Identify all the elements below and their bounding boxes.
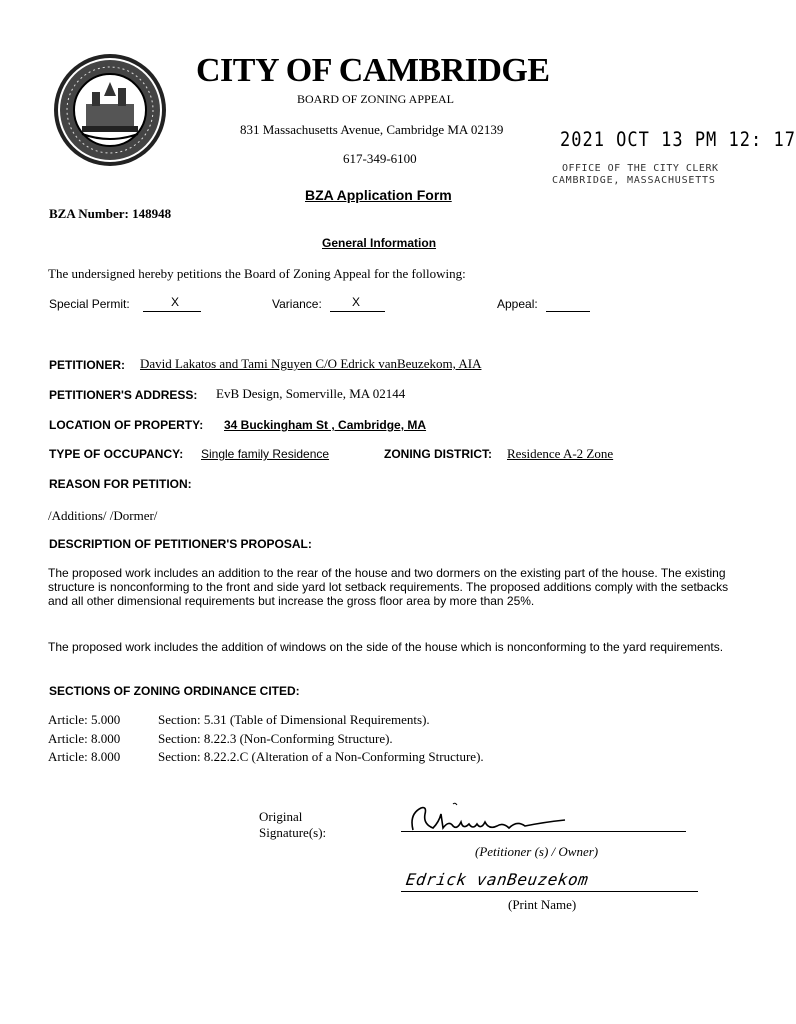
signature-line [401, 831, 686, 832]
petitioner-address-label: PETITIONER'S ADDRESS: [49, 388, 198, 402]
bza-number-label-text: BZA Number: [49, 206, 129, 221]
section-row-1: Section: 5.31 (Table of Dimensional Requirements). [158, 712, 430, 727]
description-label: DESCRIPTION OF PETITIONER'S PROPOSAL: [49, 537, 312, 551]
print-name-line [401, 891, 698, 892]
form-title: BZA Application Form [305, 187, 452, 203]
bza-number: 148948 [132, 206, 172, 221]
appeal-label: Appeal: [497, 297, 538, 311]
print-name-caption: (Print Name) [508, 897, 577, 912]
petitioner-value: David Lakatos and Tami Nguyen C/O Edrick vanBeuzekom, AIA [140, 356, 482, 371]
article-row-1: Article: 5.000 [48, 712, 121, 727]
received-stamp-date: 2021 OCT 13 PM 12: 17 [560, 128, 796, 152]
appeal-line [546, 311, 590, 312]
variance-line [330, 311, 385, 312]
variance-label: Variance: [272, 297, 322, 311]
sections-label: SECTIONS OF ZONING ORDINANCE CITED: [49, 684, 300, 698]
special-permit-label: Special Permit: [49, 297, 130, 311]
city-title: CITY OF CAMBRIDGE [196, 52, 550, 89]
special-permit-line [143, 311, 201, 312]
occupancy-value: Single family Residence [201, 447, 330, 461]
board-address: 831 Massachusetts Avenue, Cambridge MA 02139 [240, 122, 504, 137]
description-paragraph-1: The proposed work includes an addition to the rear of the house and two dormers on the existing part of the house. The existing structure is nonconforming to the front and side yard lot setback requirements. The proposed additions comply with the setbacks and all other dimensional requirements but increase the gross floor area by more than 25%. [48, 566, 729, 608]
section-row-3: Section: 8.22.2.C (Alteration of a Non-Conforming Structure). [158, 749, 484, 764]
intro-text: The undersigned hereby petitions the Board of Zoning Appeal for the following: [48, 266, 466, 281]
received-stamp-office: OFFICE OF THE CITY CLERK [562, 163, 719, 174]
print-name: Edrick vanBeuzekom [404, 870, 590, 889]
petitioner-label: PETITIONER: [49, 358, 126, 372]
city-seal-logo [52, 52, 168, 168]
board-name: BOARD OF ZONING APPEAL [297, 92, 455, 106]
bza-number-label [49, 206, 171, 222]
article-row-3: Article: 8.000 [48, 749, 121, 764]
signature-label-line1: Original [259, 809, 303, 824]
location-label: LOCATION OF PROPERTY: [49, 418, 204, 432]
location-value: 34 Buckingham St , Cambridge, MA [224, 418, 427, 432]
article-row-2: Article: 8.000 [48, 731, 121, 746]
reason-label: REASON FOR PETITION: [49, 477, 192, 491]
variance-value: X [352, 295, 361, 309]
special-permit-value: X [171, 295, 180, 309]
zoning-district-value: Residence A-2 Zone [507, 446, 614, 461]
reason-value: /Additions/ /Dormer/ [48, 508, 158, 523]
petitioner-address-value: EvB Design, Somerville, MA 02144 [216, 386, 406, 401]
received-stamp-city: CAMBRIDGE, MASSACHUSETTS [552, 175, 716, 186]
handwritten-signature [405, 800, 605, 840]
section-row-2: Section: 8.22.3 (Non-Conforming Structure). [158, 731, 393, 746]
zoning-district-label: ZONING DISTRICT: [384, 447, 492, 461]
board-phone: 617-349-6100 [343, 151, 417, 166]
section-heading: General Information [322, 236, 437, 250]
occupancy-label: TYPE OF OCCUPANCY: [49, 447, 184, 461]
signer-caption: (Petitioner (s) / Owner) [475, 844, 599, 859]
signature-label-line2: Signature(s): [259, 825, 327, 840]
description-paragraph-2: The proposed work includes the addition of windows on the side of the house which is nonconforming to the yard requirements. [48, 640, 724, 654]
